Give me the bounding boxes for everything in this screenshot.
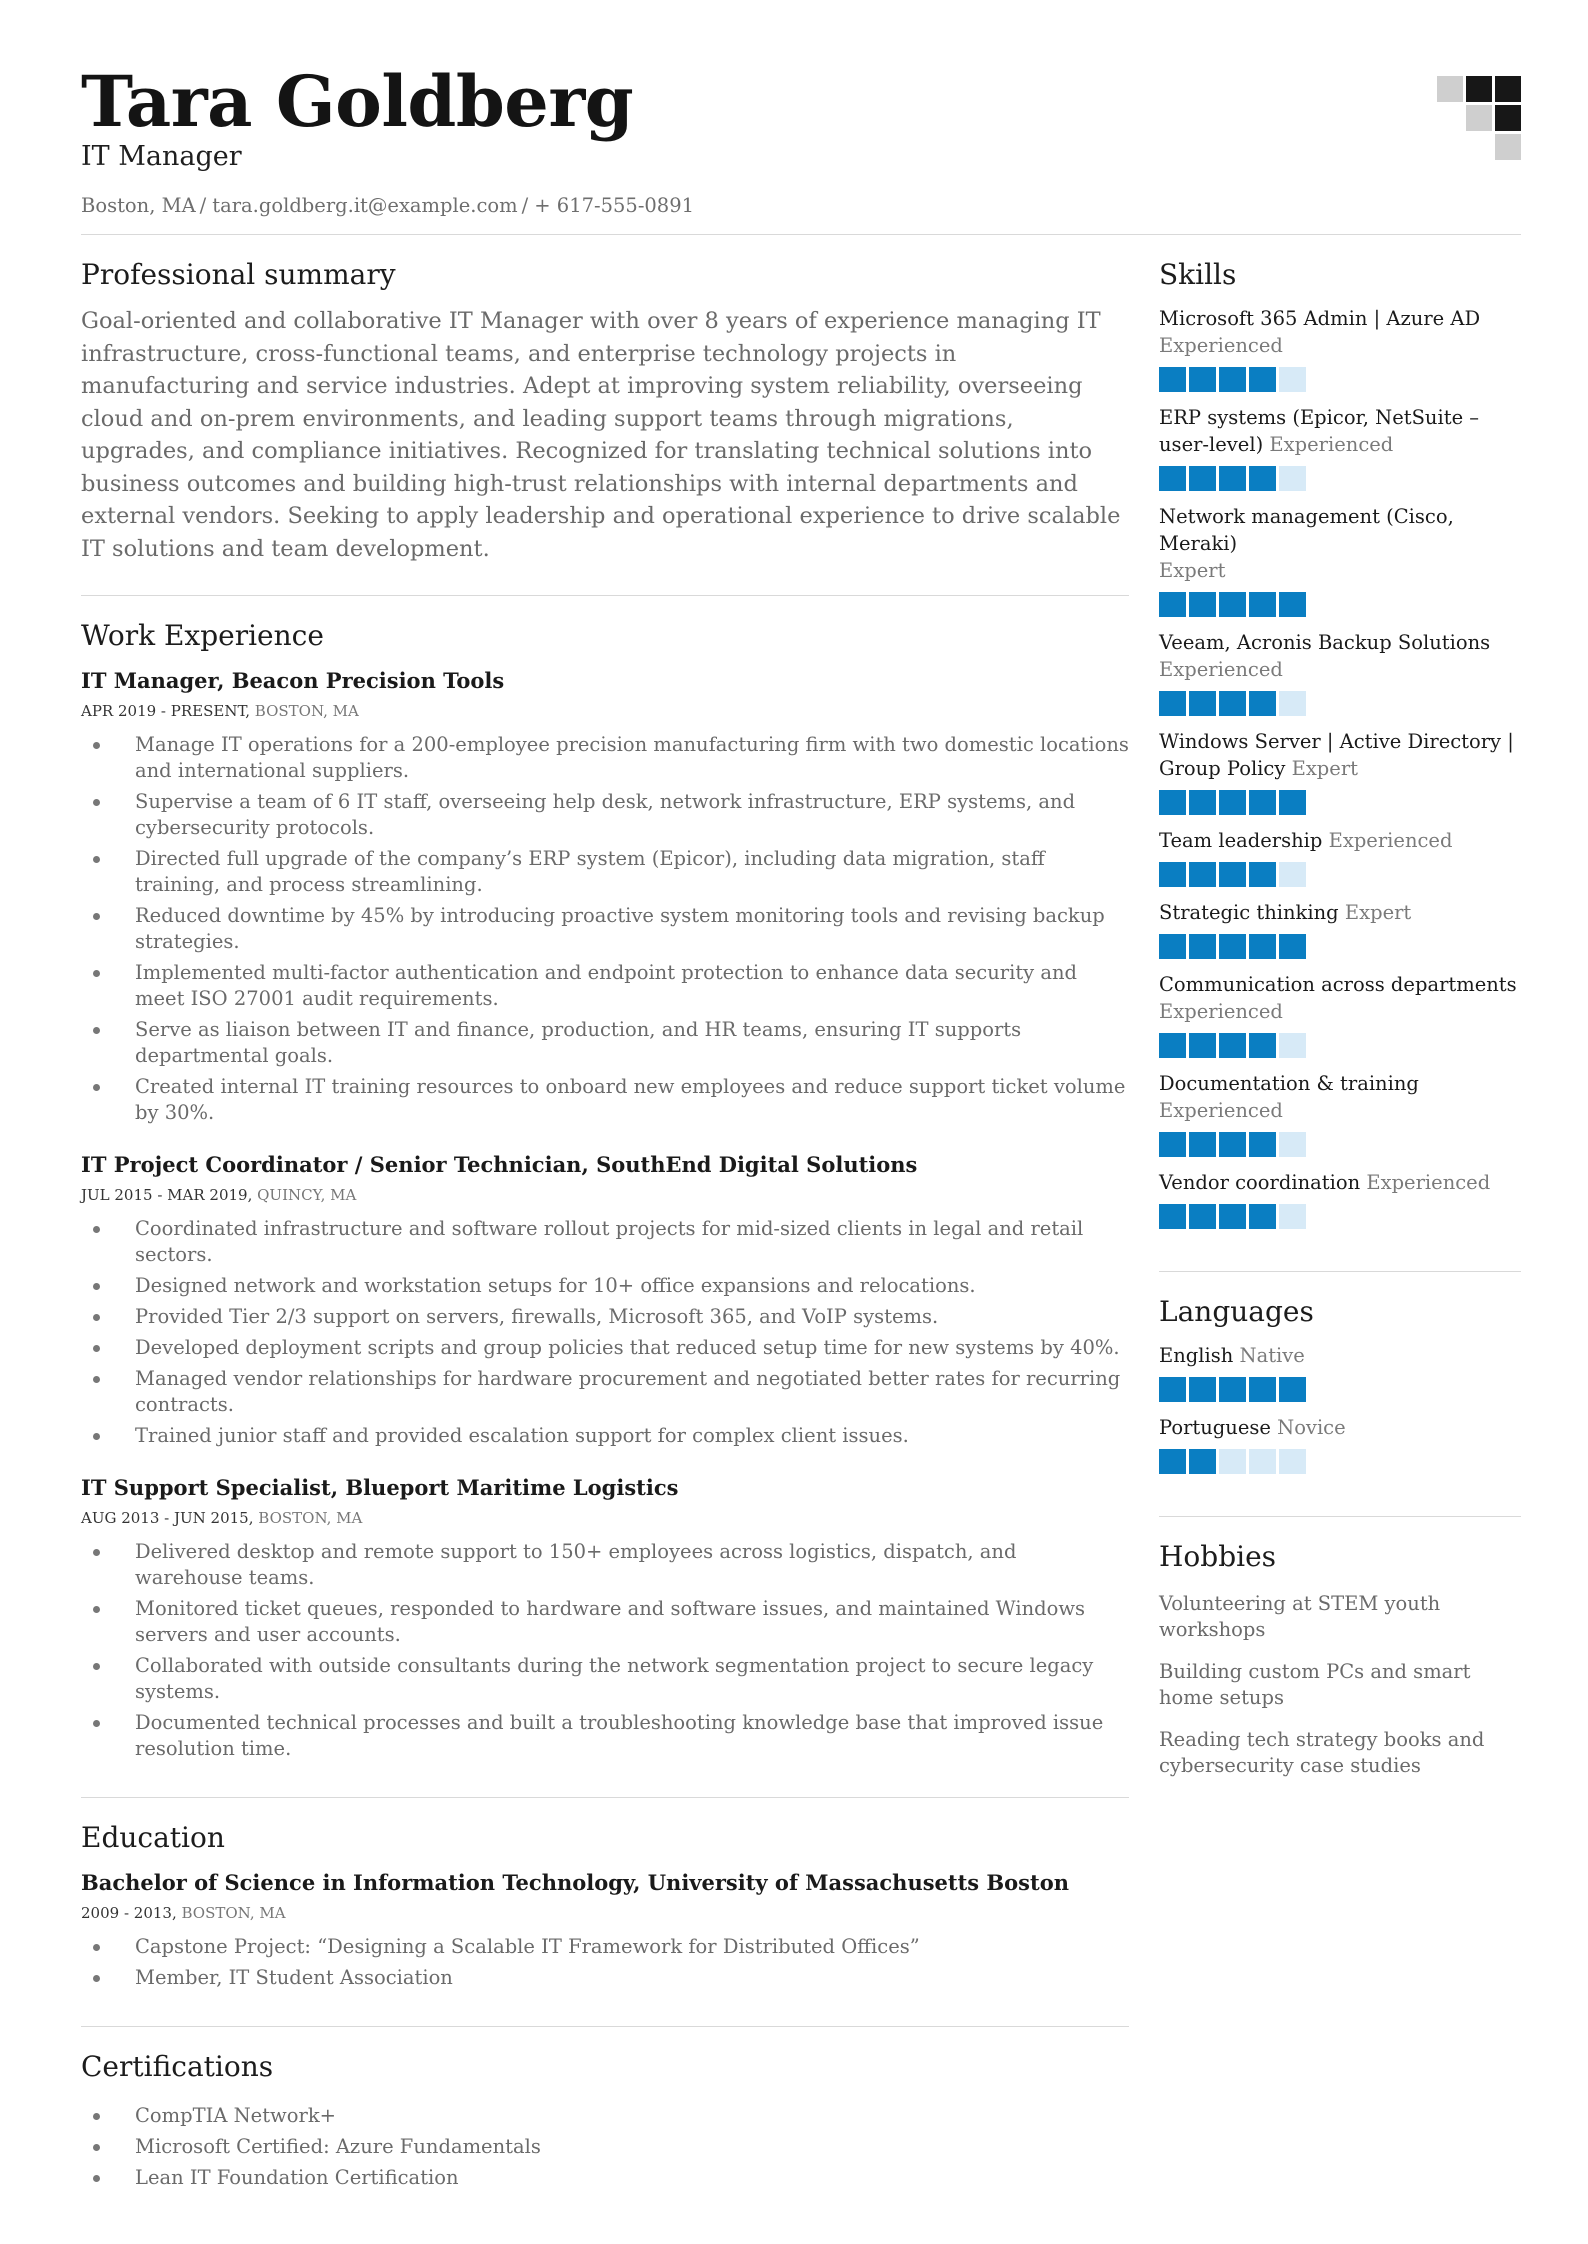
rating-segment-filled [1189,1204,1216,1229]
list-item: Collaborated with outside consultants during the network segmentation project to secure legacy systems. [81,1653,1129,1705]
rating-bar [1159,1377,1521,1402]
rating-segment-filled [1249,1204,1276,1229]
rating-segment-empty [1279,1449,1306,1474]
rating-segment-filled [1189,1033,1216,1058]
rating-bar [1159,466,1521,491]
rating-segment-filled [1219,862,1246,887]
candidate-name: Tara Goldberg [81,60,634,143]
rating-segment-filled [1159,790,1186,815]
section-heading: Certifications [81,2050,274,2083]
rating-segment-filled [1189,862,1216,887]
resume-header [81,60,1521,234]
skills-list [1159,305,1521,1229]
rating-segment-empty [1279,1204,1306,1229]
job-location: QUINCY, MA [252,1186,357,1204]
rating-segment-filled [1159,691,1186,716]
skill-level: Experienced [1159,658,1283,681]
section-heading: Hobbies [1159,1540,1277,1573]
skill-level: Experienced [1328,829,1453,852]
contact-line [81,194,1521,217]
rating-segment-filled [1189,1449,1216,1474]
skill-name: ERP systems (Epicor, NetSuite – user-level) [1159,406,1480,456]
skill-level: Experienced [1159,1000,1283,1023]
list-item: Supervise a team of 6 IT staff, overseeing help desk, network infrastructure, ERP systems, and cybersecurity protocols. [81,789,1129,841]
job-entry [81,1473,1129,1762]
rating-segment-filled [1159,1132,1186,1157]
skill-label [1159,1342,1521,1369]
section-heading: Languages [1159,1295,1314,1328]
certification-list [81,2103,1129,2191]
skill-name: Portuguese [1159,1416,1271,1439]
degree-title: Bachelor of Science in Information Technology, University of Massachusetts Boston [81,1870,1069,1895]
section-heading: Work Experience [81,619,324,652]
list-item: Capstone Project: “Designing a Scalable IT Framework for Distributed Offices” [81,1934,1129,1960]
skill-item [1159,503,1521,617]
monogram-logo-icon [1437,76,1521,160]
section-heading: Education [81,1821,225,1854]
list-item: Provided Tier 2/3 support on servers, firewalls, Microsoft 365, and VoIP systems. [81,1304,1129,1330]
skill-name: Communication across departments [1159,973,1517,996]
skill-item [1159,899,1521,959]
rating-segment-empty [1279,862,1306,887]
experience-section [81,596,1129,1798]
contact-separator: / [521,194,529,217]
rating-bar [1159,1204,1521,1229]
list-item: Reduced downtime by 45% by introducing proactive system monitoring tools and revising backup strategies. [81,903,1129,955]
education-bullets [81,1934,1129,1991]
rating-segment-filled [1219,1132,1246,1157]
job-title: IT Support Specialist, Blueport Maritime Logistics [81,1475,679,1500]
rating-segment-filled [1219,691,1246,716]
list-item: Lean IT Foundation Certification [81,2165,1129,2191]
skill-level: Novice [1277,1416,1346,1439]
rating-segment-filled [1219,466,1246,491]
list-item: Microsoft Certified: Azure Fundamentals [81,2134,1129,2160]
job-entry [81,1150,1129,1449]
skill-label [1159,827,1521,854]
list-item: Documented technical processes and built a troubleshooting knowledge base that improved issue resolution time. [81,1710,1129,1762]
list-item: Created internal IT training resources to onboard new employees and reduce support ticket volume by 30%. [81,1074,1129,1126]
skill-label [1159,1070,1521,1124]
candidate-role: IT Manager [81,141,242,172]
skill-item [1159,827,1521,887]
rating-segment-filled [1279,790,1306,815]
rating-segment-filled [1159,1449,1186,1474]
skill-name: Network management (Cisco, Meraki) [1159,505,1454,555]
contact-phone[interactable]: + 617-555-0891 [534,194,695,217]
skill-level: Experienced [1159,1099,1283,1122]
hobby-item: Reading tech strategy books and cybersecurity case studies [1159,1728,1485,1777]
rating-segment-filled [1249,691,1276,716]
rating-segment-filled [1189,1377,1216,1402]
rating-segment-empty [1219,1449,1246,1474]
skill-name: Documentation & training [1159,1072,1419,1095]
skill-label [1159,971,1521,1025]
skill-name: Strategic thinking [1159,901,1339,924]
list-item: CompTIA Network+ [81,2103,1129,2129]
list-item: Managed vendor relationships for hardware procurement and negotiated better rates for recurring contracts. [81,1366,1129,1418]
job-bullets [81,732,1129,1126]
hobby-item: Volunteering at STEM youth workshops [1159,1592,1441,1641]
rating-segment-filled [1219,1377,1246,1402]
contact-separator: / [199,194,207,217]
job-title: IT Project Coordinator / Senior Technician, SouthEnd Digital Solutions [81,1152,918,1177]
job-meta [81,1184,1129,1206]
skill-name: Team leadership [1159,829,1323,852]
section-heading: Skills [1159,258,1237,291]
skill-level: Native [1239,1344,1305,1367]
job-meta [81,1507,1129,1529]
sidebar-column [1159,235,1521,2226]
rating-segment-filled [1189,367,1216,392]
contact-location: Boston, MA [81,194,196,217]
rating-segment-filled [1249,1132,1276,1157]
list-item: Serve as liaison between IT and finance, production, and HR teams, ensuring IT supports departmental goals. [81,1017,1129,1069]
rating-segment-empty [1279,1132,1306,1157]
summary-section [81,235,1129,596]
rating-segment-filled [1249,790,1276,815]
education-dates: 2009 - 2013, [81,1904,177,1922]
rating-segment-filled [1159,1377,1186,1402]
skill-label [1159,728,1521,782]
job-meta [81,700,1129,722]
rating-segment-empty [1279,691,1306,716]
skill-label [1159,503,1521,584]
certifications-section [81,2027,1129,2226]
skill-label [1159,1169,1521,1196]
job-bullets [81,1216,1129,1449]
rating-segment-empty [1279,466,1306,491]
skill-label [1159,305,1521,359]
list-item: Manage IT operations for a 200-employee precision manufacturing firm with two domestic locations and international suppliers. [81,732,1129,784]
hobbies-section [1159,1517,1521,1825]
rating-segment-filled [1249,1377,1276,1402]
skills-section [1159,235,1521,1272]
rating-segment-filled [1189,790,1216,815]
skill-name: Windows Server | Active Directory | Group Policy [1159,730,1514,780]
skill-label [1159,1414,1521,1441]
education-section [81,1798,1129,2027]
job-title: IT Manager, Beacon Precision Tools [81,668,505,693]
skill-item [1159,404,1521,491]
rating-segment-filled [1219,1033,1246,1058]
hobby-item: Building custom PCs and smart home setups [1159,1660,1471,1709]
skill-level: Expert [1291,757,1358,780]
rating-segment-filled [1159,1033,1186,1058]
list-item: Monitored ticket queues, responded to hardware and software issues, and maintained Windows servers and user accounts. [81,1596,1129,1648]
rating-segment-filled [1249,592,1276,617]
rating-bar [1159,691,1521,716]
rating-segment-filled [1249,862,1276,887]
language-item [1159,1342,1521,1402]
skill-item [1159,971,1521,1058]
rating-segment-filled [1159,367,1186,392]
skill-level: Experienced [1159,334,1283,357]
list-item: Developed deployment scripts and group policies that reduced setup time for new systems by 40%. [81,1335,1129,1361]
rating-segment-filled [1219,934,1246,959]
job-location: BOSTON, MA [253,1509,363,1527]
list-item: Member, IT Student Association [81,1965,1129,1991]
rating-segment-filled [1159,466,1186,491]
rating-segment-filled [1219,367,1246,392]
rating-segment-filled [1159,862,1186,887]
language-item [1159,1414,1521,1474]
rating-segment-filled [1189,934,1216,959]
rating-bar [1159,934,1521,959]
rating-bar [1159,1449,1521,1474]
rating-bar [1159,592,1521,617]
job-location: BOSTON, MA [250,702,359,720]
rating-bar [1159,862,1521,887]
rating-segment-filled [1159,592,1186,617]
main-column [81,235,1129,2226]
rating-segment-filled [1219,1204,1246,1229]
skill-level: Expert [1159,559,1226,582]
list-item: Directed full upgrade of the company’s ERP system (Epicor), including data migration, staff training, and process streamlining. [81,846,1129,898]
rating-segment-filled [1189,691,1216,716]
languages-section [1159,1272,1521,1517]
rating-segment-filled [1279,592,1306,617]
list-item: Trained junior staff and provided escalation support for complex client issues. [81,1423,1129,1449]
skill-level: Experienced [1269,433,1394,456]
languages-list [1159,1342,1521,1474]
rating-segment-filled [1159,934,1186,959]
skill-item [1159,728,1521,815]
rating-bar [1159,790,1521,815]
skill-label [1159,629,1521,683]
content-columns [81,235,1521,2226]
section-heading: Professional summary [81,258,396,291]
rating-segment-filled [1189,466,1216,491]
list-item: Designed network and workstation setups for 10+ office expansions and relocations. [81,1273,1129,1299]
rating-segment-filled [1219,790,1246,815]
skill-name: Vendor coordination [1159,1171,1361,1194]
summary-text: Goal-oriented and collaborative IT Manager with over 8 years of experience managing IT infrastructure, cross-functional teams, and enterprise technology projects in manufacturing and service industries. Adept at improving system reliability, overseeing cloud and on-prem environments, and leading support teams through migrations, upgrades, and compliance initiatives. Recognized for translating technical solutions into business outcomes and building high-trust relationships with internal departments and external vendors. Seeking to apply leadership and operational experience to drive scalable IT solutions and team development. [81,308,1121,562]
skill-level: Expert [1344,901,1412,924]
rating-segment-filled [1249,1033,1276,1058]
job-dates: AUG 2013 - JUN 2015, [81,1509,254,1527]
education-meta [81,1902,1129,1924]
skill-label [1159,404,1521,458]
job-entry [81,666,1129,1126]
rating-segment-filled [1249,466,1276,491]
job-bullets [81,1539,1129,1762]
skill-name: Veeam, Acronis Backup Solutions [1159,631,1491,654]
skill-name: Microsoft 365 Admin | Azure AD [1159,307,1481,330]
rating-bar [1159,367,1521,392]
rating-segment-filled [1189,1132,1216,1157]
rating-segment-filled [1159,1204,1186,1229]
skill-item [1159,1070,1521,1157]
education-location: BOSTON, MA [176,1904,286,1922]
skill-level: Experienced [1366,1171,1491,1194]
list-item: Implemented multi-factor authentication and endpoint protection to enhance data security and meet ISO 27001 audit requirements. [81,960,1129,1012]
rating-segment-empty [1249,1449,1276,1474]
rating-bar [1159,1033,1521,1058]
rating-segment-empty [1279,1033,1306,1058]
rating-segment-filled [1249,934,1276,959]
rating-segment-filled [1279,1377,1306,1402]
rating-segment-filled [1279,934,1306,959]
list-item: Coordinated infrastructure and software rollout projects for mid-sized clients in legal and retail sectors. [81,1216,1129,1268]
rating-segment-filled [1219,592,1246,617]
skill-label [1159,899,1521,926]
contact-email[interactable]: tara.goldberg.it@example.com [212,194,518,217]
skill-item [1159,629,1521,716]
job-dates: JUL 2015 - MAR 2019, [81,1186,253,1204]
job-dates: APR 2019 - PRESENT, [81,702,251,720]
rating-segment-empty [1279,367,1306,392]
rating-segment-filled [1189,592,1216,617]
skill-item [1159,1169,1521,1229]
skill-name: English [1159,1344,1234,1367]
rating-bar [1159,1132,1521,1157]
rating-segment-filled [1249,367,1276,392]
skill-item [1159,305,1521,392]
list-item: Delivered desktop and remote support to 150+ employees across logistics, dispatch, and warehouse teams. [81,1539,1129,1591]
